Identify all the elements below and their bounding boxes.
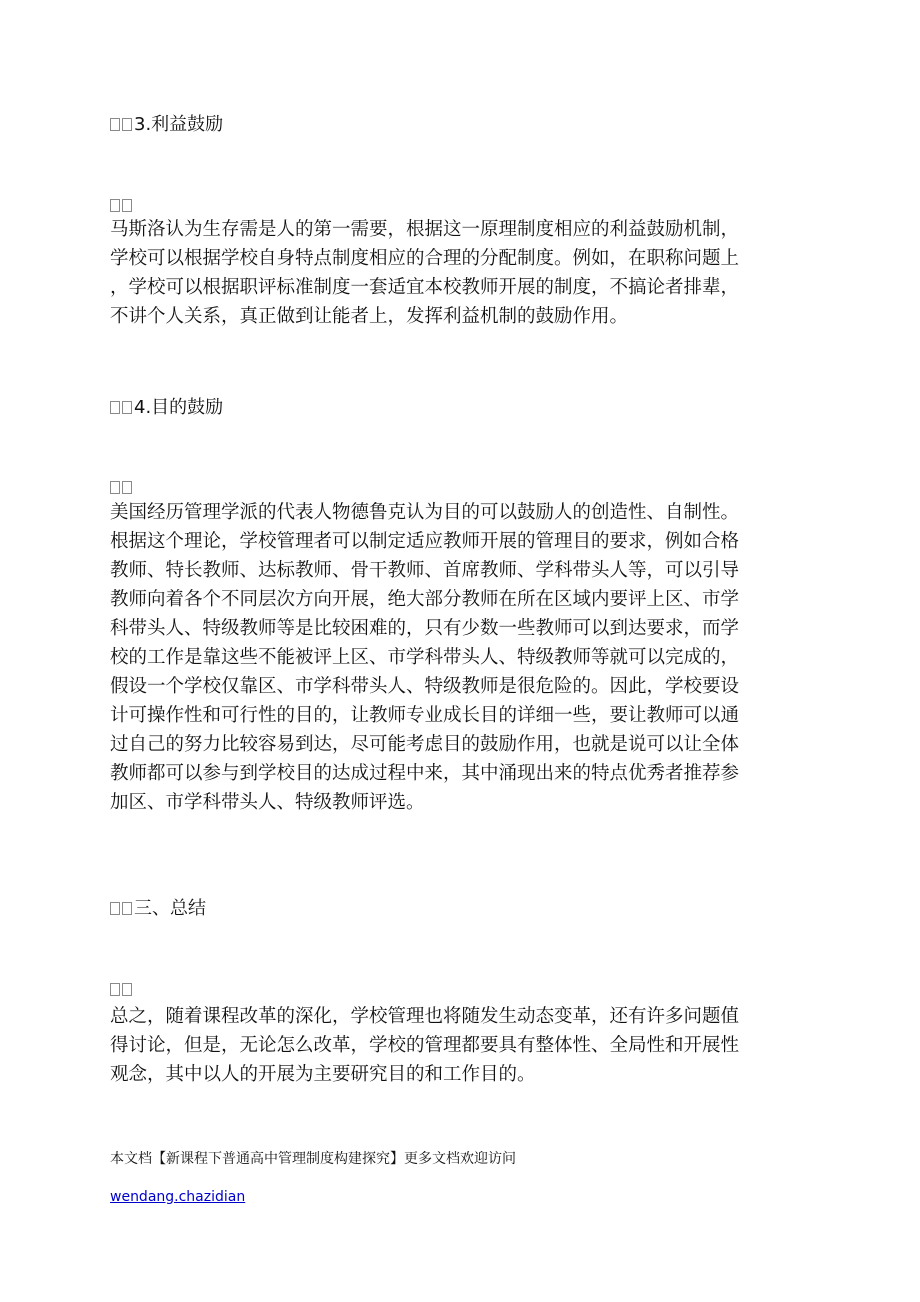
paragraph-line: 假设一个学校仅靠区、市学科带头人、特级教师是很危险的。因此，学校要设 — [110, 676, 740, 697]
placeholder-glyphs — [110, 980, 134, 1000]
missing-glyph-icon — [122, 481, 132, 494]
paragraph-line: 观念，其中以人的开展为主要研究目的和工作目的。 — [110, 1064, 536, 1085]
section-heading — [110, 113, 223, 137]
paragraph-line: 学校可以根据学校自身特点制度相应的合理的分配制度。例如，在职称问题上 — [110, 248, 740, 269]
missing-glyph-icon — [122, 983, 132, 996]
paragraph — [110, 1002, 796, 1089]
section-heading-text: 3.利益鼓励 — [134, 114, 224, 135]
footer-link[interactable]: wendang.chazidian — [110, 1189, 246, 1205]
paragraph — [110, 498, 796, 817]
paragraph-line: 加区、市学科带头人、特级教师评选。 — [110, 792, 425, 813]
paragraph-line: 根据这个理论，学校管理者可以制定适应教师开展的管理目的要求，例如合格 — [110, 531, 740, 552]
missing-glyph-icon — [110, 481, 120, 494]
missing-glyph-icon — [110, 401, 120, 414]
paragraph-line: 校的工作是靠这些不能被评上区、市学科带头人、特级教师等就可以完成的， — [110, 647, 740, 668]
paragraph — [110, 215, 796, 331]
paragraph-line: 教师向着各个不同层次方向开展，绝大部分教师在所在区域内要评上区、市学 — [110, 589, 740, 610]
paragraph-line: 过自己的努力比较容易到达，尽可能考虑目的鼓励作用，也就是说可以让全体 — [110, 734, 740, 755]
paragraph-line: 总之，随着课程改革的深化，学校管理也将随发生动态变革，还有许多问题值 — [110, 1006, 740, 1027]
paragraph-line: 得讨论，但是，无论怎么改革，学校的管理都要具有整体性、全局性和开展性 — [110, 1035, 740, 1056]
paragraph-line: ，学校可以根据职评标准制度一套适宜本校教师开展的制度，不搞论者排辈， — [110, 277, 740, 298]
placeholder-glyphs — [110, 478, 134, 498]
section-heading-text: 三、总结 — [134, 898, 206, 919]
missing-glyph-icon — [110, 118, 120, 131]
paragraph-line: 科带头人、特级教师等是比较困难的，只有少数一些教师可以到达要求，而学 — [110, 618, 740, 639]
section-heading-text: 4.目的鼓励 — [134, 397, 224, 418]
paragraph-line: 计可操作性和可行性的目的，让教师专业成长目的详细一些，要让教师可以通 — [110, 705, 740, 726]
section-heading — [110, 396, 223, 420]
missing-glyph-icon — [110, 902, 120, 915]
missing-glyph-icon — [110, 983, 120, 996]
paragraph-line: 美国经历管理学派的代表人物德鲁克认为目的可以鼓励人的创造性、自制性。 — [110, 502, 740, 523]
missing-glyph-icon — [122, 199, 132, 212]
paragraph-line: 不讲个人关系，真正做到让能者上，发挥利益机制的鼓励作用。 — [110, 306, 629, 327]
paragraph-line: 马斯洛认为生存需是人的第一需要，根据这一原理制度相应的利益鼓励机制， — [110, 219, 740, 240]
footer-note: 本文档【新课程下普通高中管理制度构建探究】更多文档欢迎访问 — [110, 1151, 516, 1167]
missing-glyph-icon — [110, 199, 120, 212]
section-heading — [110, 897, 206, 921]
missing-glyph-icon — [122, 118, 132, 131]
missing-glyph-icon — [122, 902, 132, 915]
placeholder-glyphs — [110, 196, 134, 216]
paragraph-line: 教师都可以参与到学校目的达成过程中来，其中涌现出来的特点优秀者推荐参 — [110, 763, 740, 784]
missing-glyph-icon — [122, 401, 132, 414]
paragraph-line: 教师、特长教师、达标教师、骨干教师、首席教师、学科带头人等，可以引导 — [110, 560, 740, 581]
